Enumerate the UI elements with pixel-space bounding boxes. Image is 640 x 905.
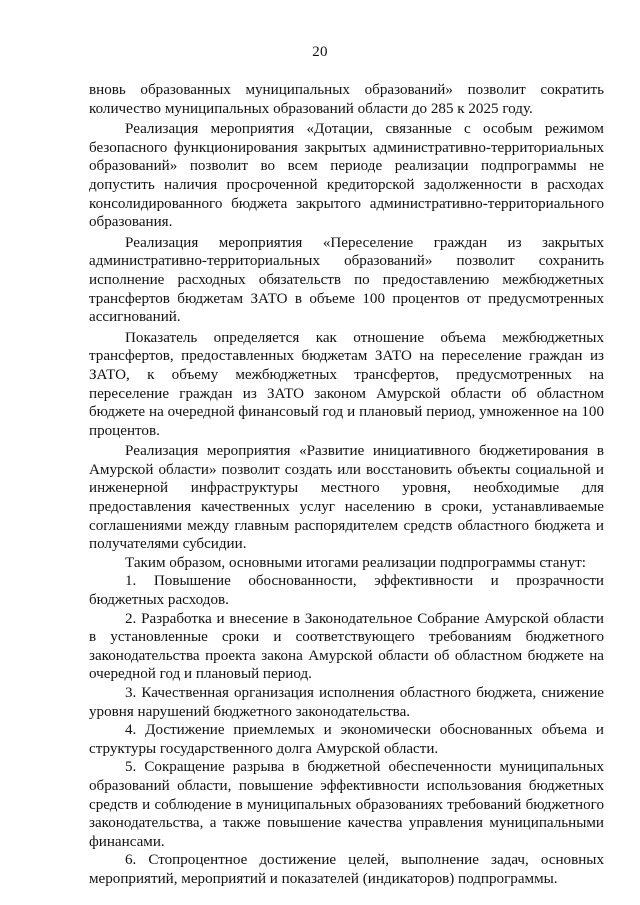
paragraph-subsidies-zato: Реализация мероприятия «Дотации, связанные с особым режимом безопасного функционирования закрытых административно-территориальных образований» позволит во всем периоде реализации подпрограммы не допустить наличия просроченной кредиторской задолженности в расходах консолидированного бюджета закрытого административно-территориального образования. bbox=[89, 121, 604, 231]
body-text bbox=[89, 81, 604, 889]
page-number: 20 bbox=[312, 44, 328, 60]
list-item-3: 3. Качественная организация исполнения областного бюджета, снижение уровня нарушений бюджетного законодательства. bbox=[89, 685, 604, 720]
paragraph-resettlement: Реализация мероприятия «Переселение граждан из закрытых административно-территориальных образований» позволит сохранить исполнение расходных обязательств по предоставлению межбюджетных трансфертов бюджетам ЗАТО в объеме 100 процентов от предусмотренных ассигнований. bbox=[89, 234, 604, 326]
paragraph-continuation: вновь образованных муниципальных образований» позволит сократить количество муниципальных образований области до 285 к 2025 году. bbox=[89, 82, 604, 117]
list-item-4: 4. Достижение приемлемых и экономически обоснованных объема и структуры государственного долга Амурской области. bbox=[89, 722, 604, 757]
list-item-1: 1. Повышение обоснованности, эффективности и прозрачности бюджетных расходов. bbox=[89, 573, 604, 609]
list-item-2: 2. Разработка и внесение в Законодательное Собрание Амурской области в установленные сроки и соответствующего требованиям бюджетного законодательства проекта закона Амурской области об областном бюджете на очередной год и плановый период. bbox=[89, 610, 604, 683]
paragraph-results-intro: Таким образом, основными итогами реализации подпрограммы станут: bbox=[125, 554, 586, 571]
list-item-5: 5. Сокращение разрыва в бюджетной обеспеченности муниципальных образований области, повышение эффективности использования бюджетных средств и соблюдение в муниципальных образованиях требований бюджетного законодательства, а также повышение качества управления муниципальными финансами. bbox=[89, 759, 604, 850]
paragraph-initiative-budgeting: Реализация мероприятия «Развитие инициативного бюджетирования в Амурской области» позволит создать или восстановить объекты социальной и инженерной инфраструктуры местного уровня, необходимые для предоставления качественных услуг населению в сроки, устанавливаемые соглашениями между главным распорядителем средств областного бюджета и получателями субсидии. bbox=[89, 443, 604, 553]
paragraph-indicator: Показатель определяется как отношение объема межбюджетных трансфертов, предоставленных бюджетам ЗАТО на переселение граждан из ЗАТО, к объему межбюджетных трансфертов, предусмотренных на переселение граждан из ЗАТО законом Амурской области об областном бюджете на очередной финансовый год и плановый период, умноженное на 100 процентов. bbox=[89, 329, 604, 439]
list-item-6: 6. Стопроцентное достижение целей, выполнение задач, основных мероприятий, мероприятий и показателей (индикаторов) подпрограммы. bbox=[89, 852, 604, 887]
